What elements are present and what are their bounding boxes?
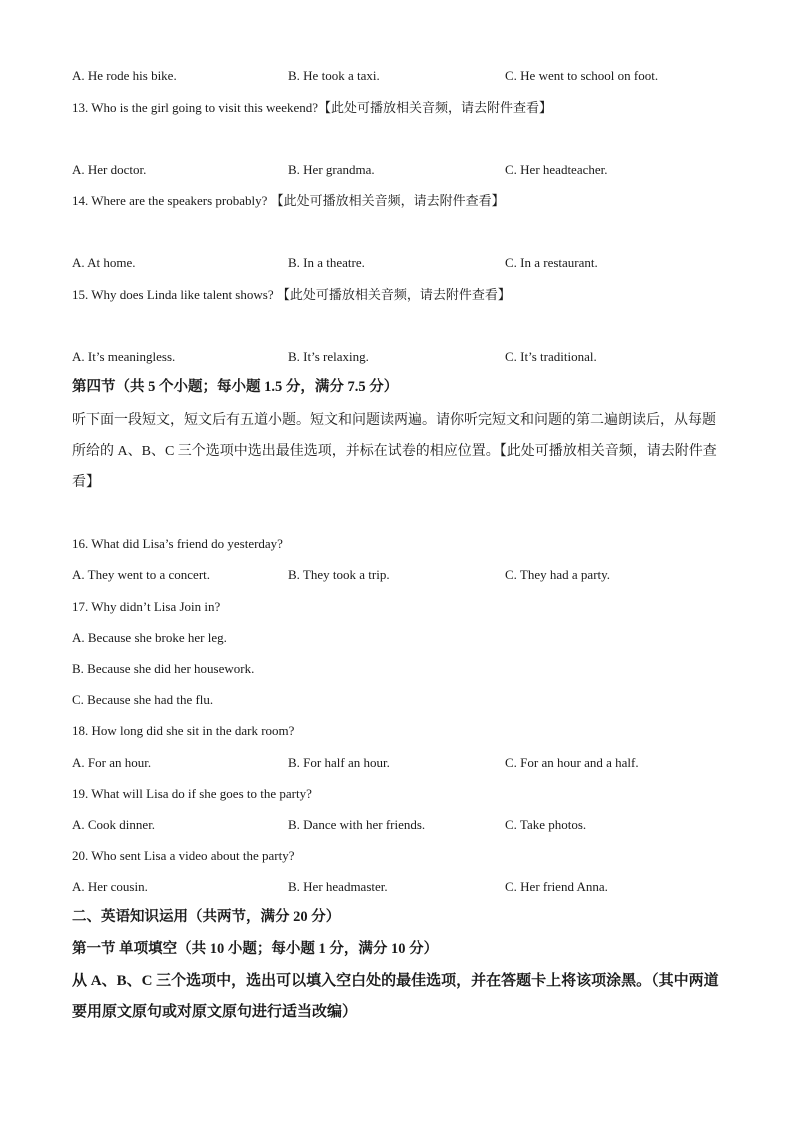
- q19-question: 19. What will Lisa do if she goes to the party?: [72, 786, 312, 801]
- part2-heading: 二、英语知识运用（共两节，满分 20 分）: [72, 909, 341, 925]
- q18-option-b: B. For half an hour.: [288, 755, 390, 770]
- q16-option-c: C. They had a party.: [505, 567, 611, 582]
- q13-option-c: C. Her headteacher.: [505, 162, 608, 177]
- q13-option-b: B. Her grandma.: [288, 162, 375, 177]
- q14-option-a: A. At home.: [72, 255, 136, 270]
- q15-option-a: A. It’s meaningless.: [72, 349, 176, 364]
- q17-option-b: B. Because she did her housework.: [72, 661, 255, 676]
- q14-question: 14. Where are the speakers probably? 【此处可播放相关音频，请去附件查看】: [72, 193, 505, 208]
- q14-option-b: B. In a theatre.: [288, 255, 365, 270]
- section4-heading: 第四节（共 5 个小题；每小题 1.5 分，满分 7.5 分）: [72, 379, 399, 395]
- q16-option-a: A. They went to a concert.: [72, 567, 211, 582]
- q18-option-c: C. For an hour and a half.: [505, 755, 639, 770]
- q17-question: 17. Why didn’t Lisa Join in?: [72, 599, 221, 614]
- q20-option-a: A. Her cousin.: [72, 879, 148, 894]
- q19-option-a: A. Cook dinner.: [72, 817, 156, 832]
- q19-option-c: C. Take photos.: [505, 817, 587, 832]
- q13-option-a: A. Her doctor.: [72, 162, 147, 177]
- section4-instructions: 听下面一段短文，短文后有五道小题。短文和问题读两遍。请你听完短文和问题的第二遍朗读后，从每题所给的 A、B、C 三个选项中选出最佳选项，并标在试卷的相应位置。【此处可播放相关音频，请去附件查看】: [72, 413, 717, 490]
- q16-question: 16. What did Lisa’s friend do yesterday?: [72, 536, 283, 551]
- q18-option-a: A. For an hour.: [72, 755, 152, 770]
- q17-option-c: C. Because she had the flu.: [72, 692, 214, 707]
- q14-option-c: C. In a restaurant.: [505, 255, 598, 270]
- q20-question: 20. Who sent Lisa a video about the party?: [72, 848, 295, 863]
- q12-option-b: B. He took a taxi.: [288, 68, 380, 83]
- q15-question: 15. Why does Linda like talent shows? 【此处可播放相关音频，请去附件查看】: [72, 287, 511, 302]
- part2-section1-heading: 第一节 单项填空（共 10 小题；每小题 1 分，满分 10 分）: [72, 941, 439, 957]
- part2-instructions: 从 A、B、C 三个选项中，选出可以填入空白处的最佳选项，并在答题卡上将该项涂黑。（其中两道要用原文原句或对原文原句进行适当改编）: [72, 973, 719, 1020]
- q15-option-b: B. It’s relaxing.: [288, 349, 369, 364]
- q13-question: 13. Who is the girl going to visit this weekend?【此处可播放相关音频，请去附件查看】: [72, 100, 553, 115]
- q12-option-c: C. He went to school on foot.: [505, 68, 659, 83]
- q17-option-a: A. Because she broke her leg.: [72, 630, 227, 645]
- q15-option-c: C. It’s traditional.: [505, 349, 597, 364]
- q20-option-c: C. Her friend Anna.: [505, 879, 608, 894]
- q12-option-a: A. He rode his bike.: [72, 68, 177, 83]
- q20-option-b: B. Her headmaster.: [288, 879, 388, 894]
- q18-question: 18. How long did she sit in the dark room?: [72, 723, 295, 738]
- q16-option-b: B. They took a trip.: [288, 567, 390, 582]
- q19-option-b: B. Dance with her friends.: [288, 817, 426, 832]
